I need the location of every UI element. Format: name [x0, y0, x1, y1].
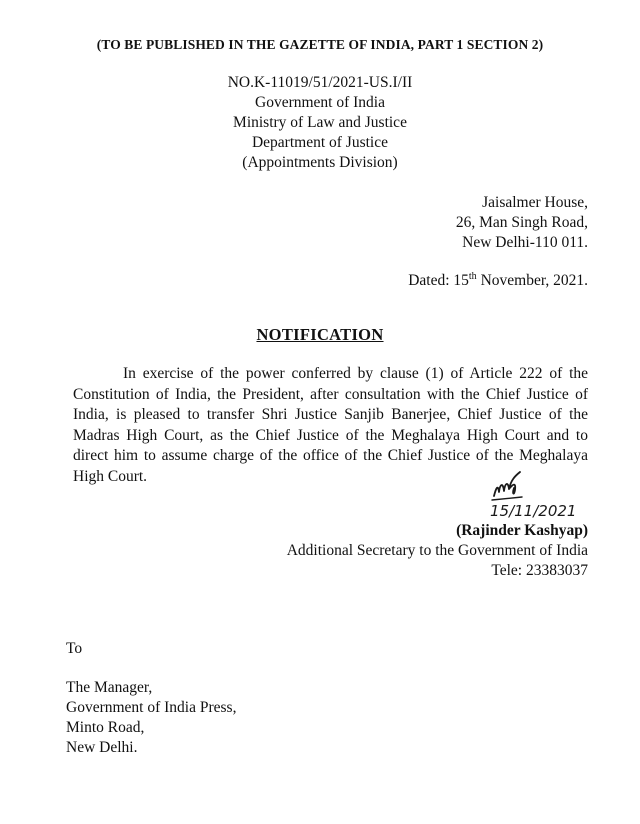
to-label: To [66, 640, 83, 657]
address-line-3: New Delhi-110 011. [462, 234, 588, 251]
signature-date: 15/11/2021 [490, 502, 577, 520]
handwritten-signature [482, 470, 592, 520]
department-name: Department of Justice [251, 134, 388, 151]
notification-title: NOTIFICATION [256, 325, 384, 344]
signatory-designation: Additional Secretary to the Government of India [286, 542, 588, 559]
division-name: (Appointments Division) [242, 154, 398, 171]
recipient-line-3: Minto Road, [66, 719, 145, 736]
recipient-line-4: New Delhi. [66, 739, 138, 756]
recipient-line-1: The Manager, [66, 679, 153, 696]
gazette-header: (TO BE PUBLISHED IN THE GAZETTE OF INDIA, PART 1 SECTION 2) [96, 37, 544, 52]
date-prefix: Dated: 15 [408, 272, 469, 289]
address-line-2: 26, Man Singh Road, [455, 214, 588, 231]
reference-number: NO.K-11019/51/2021-US.I/II [227, 74, 413, 91]
signatory-name: (Rajinder Kashyap) [456, 522, 588, 539]
government-name: Government of India [255, 94, 385, 111]
recipient-line-2: Government of India Press, [66, 699, 237, 716]
notification-body: In exercise of the power conferred by clause (1) of Article 222 of the Constitution of India, the President, after consultation with the Chief Justice of India, is pleased to transfer Shri Justice Sanjib Banerjee, Chief Justice of the Madras High Court, as the Chief Justice of the Meghalaya High Court and to direct him to assume charge of the office of the Chief Justice of the Meghalaya High Court. [73, 365, 588, 485]
date-suffix: November, 2021. [476, 272, 588, 289]
address-line-1: Jaisalmer House, [482, 194, 588, 211]
document-date [408, 271, 588, 291]
ministry-name: Ministry of Law and Justice [233, 114, 407, 131]
signatory-phone: Tele: 23383037 [491, 562, 588, 579]
date-superscript: th [468, 270, 477, 282]
